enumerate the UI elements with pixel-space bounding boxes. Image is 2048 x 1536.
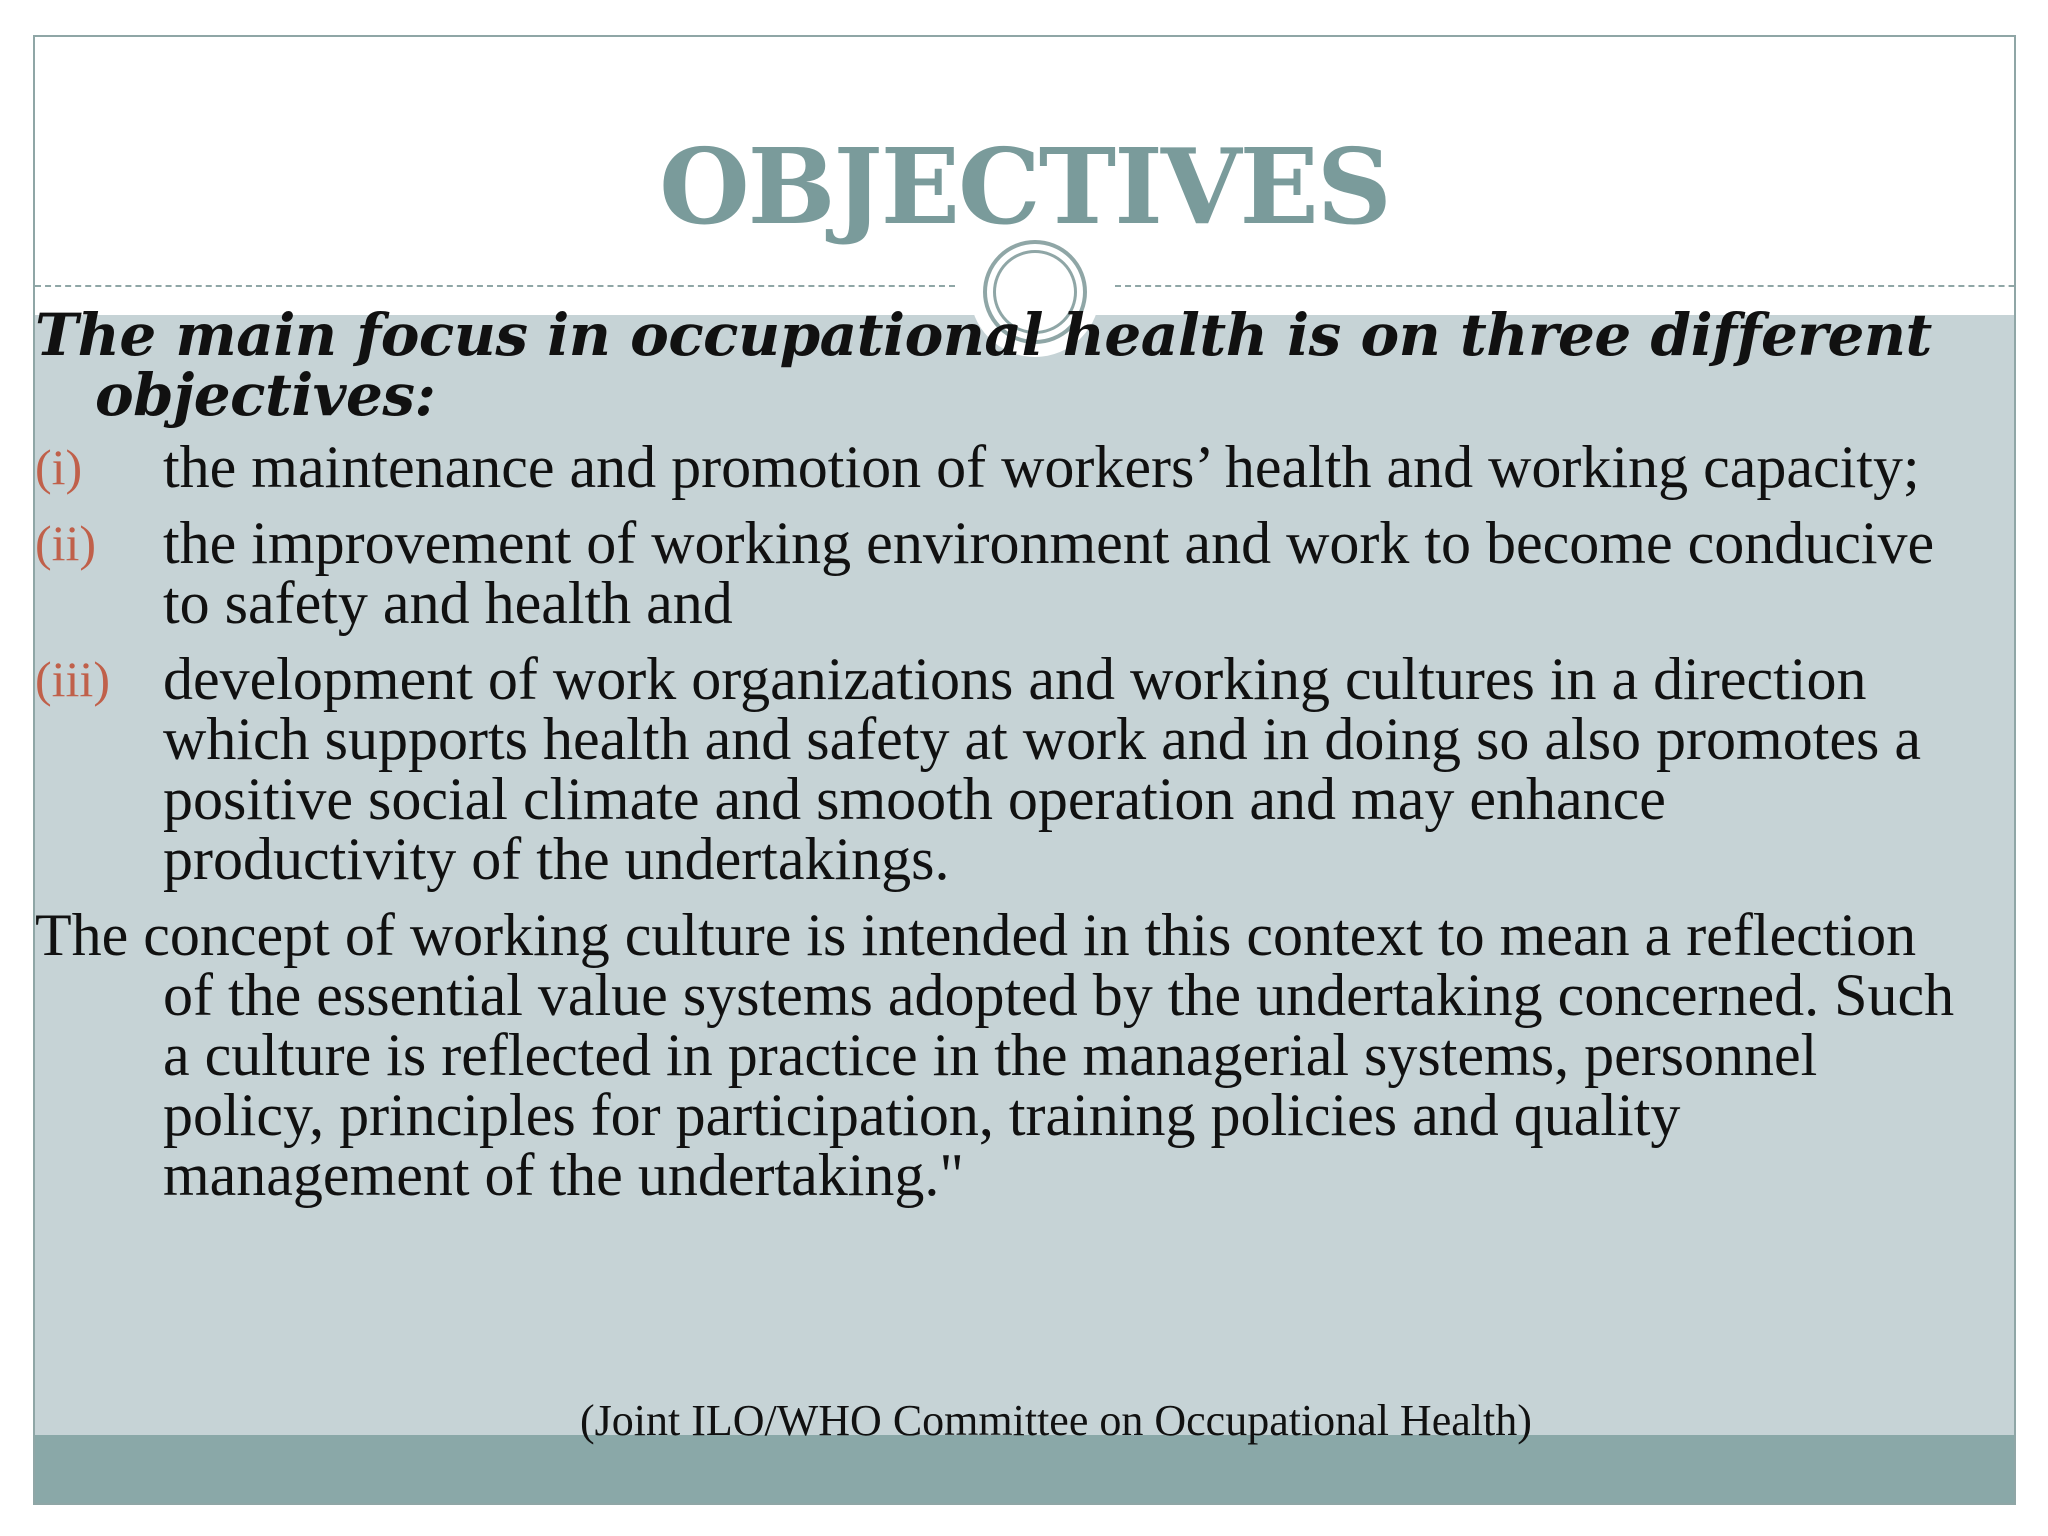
objective-item-3 [35,646,1965,892]
objective-number: (ii) [35,515,97,571]
slide-title: OBJECTIVES [659,125,1390,248]
body-text [35,301,1965,1208]
lead-statement: The main focus in occupational health is on three different objectives: [35,301,1932,429]
source-citation: (Joint ILO/WHO Committee on Occupational Health) [580,1396,1532,1445]
objective-text: the improvement of working environment and work to become conducive to safety and health and [163,510,1935,636]
divider-left [35,285,955,287]
objective-text: development of work organizations and working cultures in a direction which supports health and safety at work and in doing so also promotes a positive social climate and smooth operation and may enhance productivity of the undertakings. [163,646,1921,892]
objective-number: (iii) [35,651,110,707]
objective-number: (i) [35,439,83,495]
objective-text: the maintenance and promotion of workers’ health and working capacity; [163,434,1920,500]
objective-item-2 [35,510,1965,636]
divider-right [1115,285,2016,287]
objective-item-1 [35,434,1965,500]
concept-paragraph: The concept of working culture is intended in this context to mean a reflection of the essential value systems adopted by the undertaking concerned. Such a culture is reflected in practice in the managerial systems, personnel policy, principles for participation, training policies and quality management of the undertaking." [35,902,1955,1208]
